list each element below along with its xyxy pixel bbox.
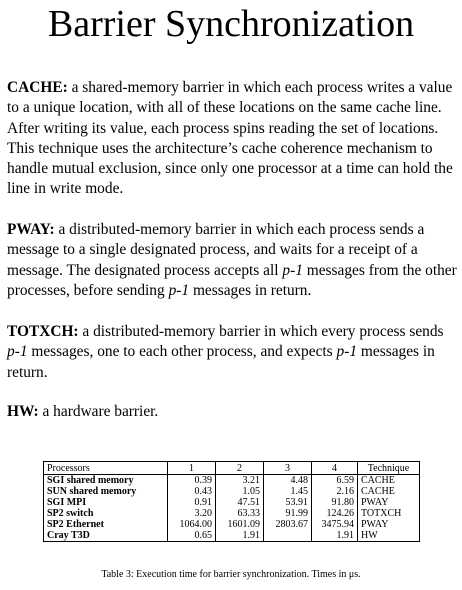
cell-technique: CACHE [358, 486, 420, 497]
row-label: SGI shared memory [47, 475, 134, 486]
table-caption: Table 3: Execution time for barrier synchronization. Times in μs. [101, 569, 361, 580]
table-row [44, 497, 420, 508]
paragraph-cache [7, 78, 459, 200]
paragraph-math: p-1 [7, 343, 28, 361]
cell-value: 2803.67 [264, 519, 312, 530]
cell-value: 47.51 [216, 497, 264, 508]
term-cache: CACHE: [7, 79, 68, 96]
term-pway: PWAY: [7, 221, 55, 238]
paragraph-math: p-1 [282, 261, 303, 279]
cell-value: 0.91 [168, 497, 216, 508]
slide-title: Barrier Synchronization [47, 3, 415, 45]
barrier-timing-table [43, 461, 420, 542]
cell-value [264, 530, 312, 542]
table-row [44, 530, 420, 542]
paragraph-text: a distributed-memory barrier in which each process sends a message to a single designated process, and waits for a receipt of a message. The designated process accepts all [7, 221, 425, 279]
row-label: SUN shared memory [47, 486, 137, 497]
cell-value: 1.91 [216, 530, 264, 542]
cell-value: 1.45 [264, 486, 312, 497]
row-label: Cray T3D [47, 530, 90, 541]
table-row [44, 508, 420, 519]
row-label: SP2 switch [47, 508, 94, 519]
cell-value: 2.16 [312, 486, 358, 497]
table-row [44, 475, 420, 487]
header-processors: Processors [44, 462, 168, 475]
cell-value: 0.43 [168, 486, 216, 497]
cell-value: 91.80 [312, 497, 358, 508]
cell-value: 6.59 [312, 475, 358, 487]
cell-value: 63.33 [216, 508, 264, 519]
cell-value: 3475.94 [312, 519, 358, 530]
header-p2: 2 [216, 462, 264, 475]
paragraph-hw [7, 402, 459, 422]
table-header-row [44, 462, 420, 475]
cell-value: 53.91 [264, 497, 312, 508]
results-table-container [43, 461, 419, 542]
row-label: SP2 Ethernet [47, 519, 104, 530]
cell-value: 0.65 [168, 530, 216, 542]
paragraph-math: p-1 [336, 343, 358, 361]
table-row [44, 519, 420, 530]
header-p1: 1 [168, 462, 216, 475]
cell-technique: TOTXCH [358, 508, 420, 519]
cell-value: 91.99 [264, 508, 312, 519]
paragraph-totxch [7, 322, 459, 383]
header-technique: Technique [358, 462, 420, 475]
paragraph-pway [7, 220, 459, 301]
paragraph-text: a distributed-memory barrier in which every process sends [78, 323, 444, 340]
cell-value: 4.48 [264, 475, 312, 487]
cell-value: 1064.00 [168, 519, 216, 530]
paragraph-math: p-1 [168, 281, 190, 299]
header-p3: 3 [264, 462, 312, 475]
cell-technique: PWAY [358, 519, 420, 530]
paragraph-text: messages in return. [189, 281, 312, 299]
paragraph-text: messages in return. [7, 343, 435, 381]
row-label: SGI MPI [47, 497, 87, 508]
cell-value: 124.26 [312, 508, 358, 519]
term-totxch: TOTXCH: [7, 323, 79, 340]
cell-value: 3.20 [168, 508, 216, 519]
cell-technique: HW [358, 530, 420, 542]
cell-technique: PWAY [358, 497, 420, 508]
cell-value: 3.21 [216, 475, 264, 487]
paragraph-text: messages, one to each other process, and expects [27, 343, 337, 361]
paragraph-text: messages from the other processes, before sending [7, 261, 457, 299]
cell-value: 1.91 [312, 530, 358, 542]
table-row [44, 486, 420, 497]
header-p4: 4 [312, 462, 358, 475]
cell-value: 1.05 [216, 486, 264, 497]
cell-technique: CACHE [358, 475, 420, 487]
cell-value: 0.39 [168, 475, 216, 487]
paragraph-text: a hardware barrier. [38, 403, 159, 420]
cell-value: 1601.09 [216, 519, 264, 530]
paragraph-text: a shared-memory barrier in which each process writes a value to a unique location, with all of these locations on the same cache line. After writing its value, each process spins reading the set of locations. This technique uses the architecture’s cache coherence mechanism to handle mutual exclusion, since only one processor at a time can hold the line in write mode. [7, 79, 453, 198]
term-hw: HW: [7, 403, 39, 420]
